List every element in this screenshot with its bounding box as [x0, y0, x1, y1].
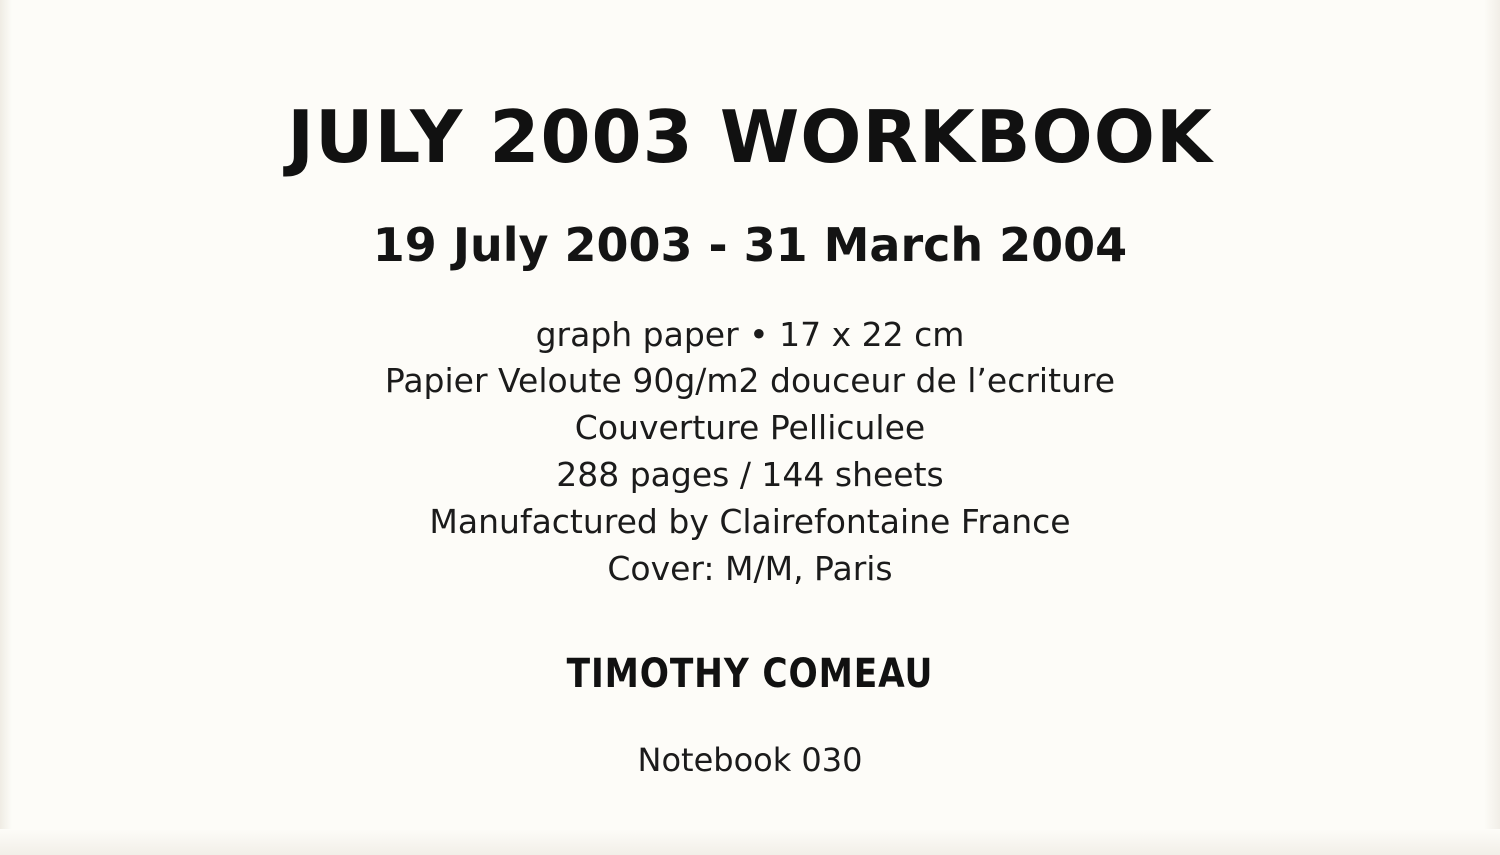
spec-line: 288 pages / 144 sheets [556, 455, 944, 495]
page-title: JULY 2003 WORKBOOK [287, 95, 1213, 179]
author-name: TIMOTHY COMEAU [566, 650, 934, 697]
spec-line: graph paper • 17 x 22 cm [535, 314, 965, 354]
specifications-list [0, 272, 1500, 593]
spec-line: Manufactured by Clairefontaine France [429, 502, 1071, 542]
spec-line: Cover: M/M, Paris [607, 548, 893, 588]
spec-line: Couverture Pelliculee [574, 408, 926, 448]
date-range: 19 July 2003 - 31 March 2004 [372, 217, 1128, 272]
spec-line: Papier Veloute 90g/m2 douceur de l’ecriture [384, 361, 1116, 401]
paper-edge-bottom [0, 829, 1500, 855]
label-content [0, 52, 1500, 779]
notebook-number: Notebook 030 [637, 740, 863, 779]
